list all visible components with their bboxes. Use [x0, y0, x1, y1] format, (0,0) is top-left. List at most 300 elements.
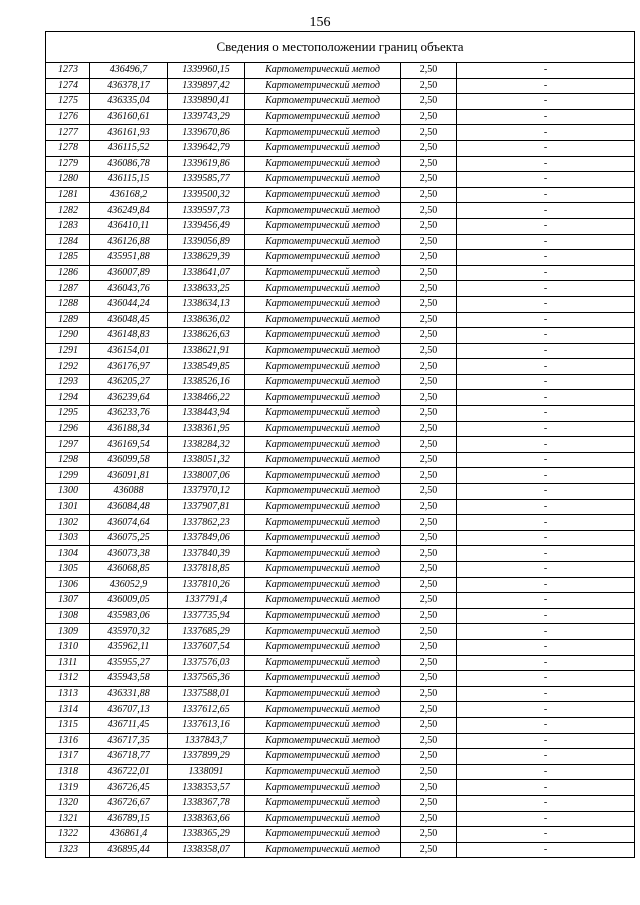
x-coordinate-cell: 435983,06: [90, 608, 168, 624]
x-coordinate-cell: 436378,17: [90, 78, 168, 94]
point-number-cell: 1288: [46, 296, 90, 312]
y-coordinate-cell: 1339743,29: [168, 109, 245, 125]
boundary-coordinates-table: [45, 31, 635, 858]
method-cell: Картометрический метод: [245, 671, 401, 687]
method-cell: Картометрический метод: [245, 686, 401, 702]
error-cell: 2,50: [401, 296, 457, 312]
table-row: [46, 749, 635, 765]
y-coordinate-cell: 1338443,94: [168, 406, 245, 422]
y-coordinate-cell: 1339960,15: [168, 63, 245, 79]
table-row: [46, 281, 635, 297]
x-coordinate-cell: 436075,25: [90, 530, 168, 546]
point-number-cell: 1281: [46, 187, 90, 203]
x-coordinate-cell: 436043,76: [90, 281, 168, 297]
y-coordinate-cell: 1338636,02: [168, 312, 245, 328]
x-coordinate-cell: 436086,78: [90, 156, 168, 172]
description-cell: -: [457, 437, 635, 453]
point-number-cell: 1299: [46, 468, 90, 484]
y-coordinate-cell: 1337810,26: [168, 577, 245, 593]
x-coordinate-cell: 435955,27: [90, 655, 168, 671]
error-cell: 2,50: [401, 749, 457, 765]
error-cell: 2,50: [401, 156, 457, 172]
y-coordinate-cell: 1337612,65: [168, 702, 245, 718]
point-number-cell: 1307: [46, 593, 90, 609]
description-cell: -: [457, 343, 635, 359]
method-cell: Картометрический метод: [245, 577, 401, 593]
y-coordinate-cell: 1339597,73: [168, 203, 245, 219]
error-cell: 2,50: [401, 515, 457, 531]
description-cell: -: [457, 608, 635, 624]
x-coordinate-cell: 436726,67: [90, 795, 168, 811]
table-row: [46, 359, 635, 375]
table-row: [46, 296, 635, 312]
point-number-cell: 1304: [46, 546, 90, 562]
error-cell: 2,50: [401, 452, 457, 468]
x-coordinate-cell: 435951,88: [90, 250, 168, 266]
method-cell: Картометрический метод: [245, 250, 401, 266]
description-cell: -: [457, 562, 635, 578]
table-row: [46, 624, 635, 640]
method-cell: Картометрический метод: [245, 156, 401, 172]
description-cell: -: [457, 639, 635, 655]
method-cell: Картометрический метод: [245, 624, 401, 640]
x-coordinate-cell: 436160,61: [90, 109, 168, 125]
table-row: [46, 390, 635, 406]
y-coordinate-cell: 1337576,03: [168, 655, 245, 671]
table-row: [46, 172, 635, 188]
y-coordinate-cell: 1337899,29: [168, 749, 245, 765]
table-row: [46, 639, 635, 655]
y-coordinate-cell: 1339897,42: [168, 78, 245, 94]
method-cell: Картометрический метод: [245, 312, 401, 328]
y-coordinate-cell: 1337607,54: [168, 639, 245, 655]
table-row: [46, 530, 635, 546]
point-number-cell: 1274: [46, 78, 90, 94]
description-cell: -: [457, 811, 635, 827]
x-coordinate-cell: 436205,27: [90, 374, 168, 390]
point-number-cell: 1280: [46, 172, 90, 188]
method-cell: Картометрический метод: [245, 749, 401, 765]
x-coordinate-cell: 436726,45: [90, 780, 168, 796]
method-cell: Картометрический метод: [245, 374, 401, 390]
x-coordinate-cell: 436099,58: [90, 452, 168, 468]
point-number-cell: 1305: [46, 562, 90, 578]
x-coordinate-cell: 436115,15: [90, 172, 168, 188]
method-cell: Картометрический метод: [245, 203, 401, 219]
table-row: [46, 437, 635, 453]
x-coordinate-cell: 436154,01: [90, 343, 168, 359]
error-cell: 2,50: [401, 218, 457, 234]
error-cell: 2,50: [401, 312, 457, 328]
y-coordinate-cell: 1338641,07: [168, 265, 245, 281]
error-cell: 2,50: [401, 374, 457, 390]
description-cell: -: [457, 140, 635, 156]
point-number-cell: 1312: [46, 671, 90, 687]
y-coordinate-cell: 1339619,86: [168, 156, 245, 172]
method-cell: Картометрический метод: [245, 78, 401, 94]
table-row: [46, 452, 635, 468]
method-cell: Картометрический метод: [245, 593, 401, 609]
description-cell: -: [457, 795, 635, 811]
table-row: [46, 795, 635, 811]
x-coordinate-cell: 436073,38: [90, 546, 168, 562]
point-number-cell: 1306: [46, 577, 90, 593]
description-cell: -: [457, 125, 635, 141]
y-coordinate-cell: 1337735,94: [168, 608, 245, 624]
point-number-cell: 1276: [46, 109, 90, 125]
x-coordinate-cell: 436410,11: [90, 218, 168, 234]
description-cell: -: [457, 577, 635, 593]
x-coordinate-cell: 436161,93: [90, 125, 168, 141]
point-number-cell: 1296: [46, 421, 90, 437]
method-cell: Картометрический метод: [245, 515, 401, 531]
description-cell: -: [457, 421, 635, 437]
x-coordinate-cell: 436188,34: [90, 421, 168, 437]
point-number-cell: 1293: [46, 374, 90, 390]
table-row: [46, 655, 635, 671]
x-coordinate-cell: 436168,2: [90, 187, 168, 203]
point-number-cell: 1321: [46, 811, 90, 827]
error-cell: 2,50: [401, 63, 457, 79]
x-coordinate-cell: 436789,15: [90, 811, 168, 827]
point-number-cell: 1323: [46, 842, 90, 858]
point-number-cell: 1291: [46, 343, 90, 359]
point-number-cell: 1279: [46, 156, 90, 172]
table-body: [46, 63, 635, 858]
description-cell: -: [457, 468, 635, 484]
table-row: [46, 140, 635, 156]
description-cell: -: [457, 78, 635, 94]
method-cell: Картометрический метод: [245, 187, 401, 203]
error-cell: 2,50: [401, 468, 457, 484]
description-cell: -: [457, 296, 635, 312]
x-coordinate-cell: 435962,11: [90, 639, 168, 655]
error-cell: 2,50: [401, 140, 457, 156]
error-cell: 2,50: [401, 234, 457, 250]
description-cell: -: [457, 359, 635, 375]
table-row: [46, 63, 635, 79]
point-number-cell: 1292: [46, 359, 90, 375]
y-coordinate-cell: 1339456,49: [168, 218, 245, 234]
description-cell: -: [457, 203, 635, 219]
error-cell: 2,50: [401, 655, 457, 671]
table-row: [46, 94, 635, 110]
method-cell: Картометрический метод: [245, 733, 401, 749]
y-coordinate-cell: 1338007,06: [168, 468, 245, 484]
y-coordinate-cell: 1337970,12: [168, 484, 245, 500]
description-cell: -: [457, 499, 635, 515]
method-cell: Картометрический метод: [245, 717, 401, 733]
method-cell: Картометрический метод: [245, 140, 401, 156]
error-cell: 2,50: [401, 608, 457, 624]
table-row: [46, 125, 635, 141]
description-cell: -: [457, 593, 635, 609]
method-cell: Картометрический метод: [245, 265, 401, 281]
method-cell: Картометрический метод: [245, 764, 401, 780]
description-cell: -: [457, 406, 635, 422]
point-number-cell: 1283: [46, 218, 90, 234]
point-number-cell: 1311: [46, 655, 90, 671]
method-cell: Картометрический метод: [245, 608, 401, 624]
x-coordinate-cell: 436335,04: [90, 94, 168, 110]
x-coordinate-cell: 436009,05: [90, 593, 168, 609]
y-coordinate-cell: 1338633,25: [168, 281, 245, 297]
table-row: [46, 546, 635, 562]
description-cell: -: [457, 234, 635, 250]
y-coordinate-cell: 1338634,13: [168, 296, 245, 312]
method-cell: Картометрический метод: [245, 109, 401, 125]
method-cell: Картометрический метод: [245, 328, 401, 344]
method-cell: Картометрический метод: [245, 842, 401, 858]
error-cell: 2,50: [401, 172, 457, 188]
description-cell: -: [457, 749, 635, 765]
table-row: [46, 515, 635, 531]
y-coordinate-cell: 1338367,78: [168, 795, 245, 811]
table-row: [46, 265, 635, 281]
page-number: 156: [309, 15, 331, 30]
table-row: [46, 328, 635, 344]
description-cell: -: [457, 484, 635, 500]
point-number-cell: 1320: [46, 795, 90, 811]
point-number-cell: 1298: [46, 452, 90, 468]
y-coordinate-cell: 1337791,4: [168, 593, 245, 609]
error-cell: 2,50: [401, 250, 457, 266]
method-cell: Картометрический метод: [245, 406, 401, 422]
error-cell: 2,50: [401, 499, 457, 515]
description-cell: -: [457, 780, 635, 796]
error-cell: 2,50: [401, 671, 457, 687]
x-coordinate-cell: 436115,52: [90, 140, 168, 156]
description-cell: -: [457, 265, 635, 281]
point-number-cell: 1310: [46, 639, 90, 655]
description-cell: -: [457, 530, 635, 546]
description-cell: -: [457, 764, 635, 780]
error-cell: 2,50: [401, 265, 457, 281]
x-coordinate-cell: 436052,9: [90, 577, 168, 593]
x-coordinate-cell: 436084,48: [90, 499, 168, 515]
description-cell: -: [457, 109, 635, 125]
table-row: [46, 686, 635, 702]
table-row: [46, 499, 635, 515]
y-coordinate-cell: 1339500,32: [168, 187, 245, 203]
error-cell: 2,50: [401, 811, 457, 827]
x-coordinate-cell: 436718,77: [90, 749, 168, 765]
table-row: [46, 156, 635, 172]
table-row: [46, 187, 635, 203]
y-coordinate-cell: 1338526,16: [168, 374, 245, 390]
point-number-cell: 1318: [46, 764, 90, 780]
y-coordinate-cell: 1339642,79: [168, 140, 245, 156]
error-cell: 2,50: [401, 484, 457, 500]
method-cell: Картометрический метод: [245, 811, 401, 827]
error-cell: 2,50: [401, 624, 457, 640]
error-cell: 2,50: [401, 78, 457, 94]
point-number-cell: 1287: [46, 281, 90, 297]
table-row: [46, 484, 635, 500]
error-cell: 2,50: [401, 281, 457, 297]
method-cell: Картометрический метод: [245, 468, 401, 484]
y-coordinate-cell: 1337849,06: [168, 530, 245, 546]
error-cell: 2,50: [401, 639, 457, 655]
table-row: [46, 562, 635, 578]
point-number-cell: 1322: [46, 827, 90, 843]
error-cell: 2,50: [401, 702, 457, 718]
table-row: [46, 717, 635, 733]
x-coordinate-cell: 436048,45: [90, 312, 168, 328]
point-number-cell: 1301: [46, 499, 90, 515]
description-cell: -: [457, 187, 635, 203]
y-coordinate-cell: 1337843,7: [168, 733, 245, 749]
method-cell: Картометрический метод: [245, 359, 401, 375]
point-number-cell: 1282: [46, 203, 90, 219]
point-number-cell: 1285: [46, 250, 90, 266]
point-number-cell: 1275: [46, 94, 90, 110]
method-cell: Картометрический метод: [245, 639, 401, 655]
x-coordinate-cell: 435943,58: [90, 671, 168, 687]
y-coordinate-cell: 1337685,29: [168, 624, 245, 640]
y-coordinate-cell: 1338365,29: [168, 827, 245, 843]
method-cell: Картометрический метод: [245, 499, 401, 515]
method-cell: Картометрический метод: [245, 94, 401, 110]
method-cell: Картометрический метод: [245, 562, 401, 578]
error-cell: 2,50: [401, 717, 457, 733]
error-cell: 2,50: [401, 577, 457, 593]
y-coordinate-cell: 1338466,22: [168, 390, 245, 406]
description-cell: -: [457, 515, 635, 531]
method-cell: Картометрический метод: [245, 827, 401, 843]
y-coordinate-cell: 1339670,86: [168, 125, 245, 141]
description-cell: -: [457, 94, 635, 110]
table-row: [46, 468, 635, 484]
point-number-cell: 1286: [46, 265, 90, 281]
point-number-cell: 1316: [46, 733, 90, 749]
y-coordinate-cell: 1338361,95: [168, 421, 245, 437]
point-number-cell: 1309: [46, 624, 90, 640]
y-coordinate-cell: 1339585,77: [168, 172, 245, 188]
y-coordinate-cell: 1339890,41: [168, 94, 245, 110]
description-cell: -: [457, 546, 635, 562]
y-coordinate-cell: 1338549,85: [168, 359, 245, 375]
y-coordinate-cell: 1338629,39: [168, 250, 245, 266]
y-coordinate-cell: 1338284,32: [168, 437, 245, 453]
error-cell: 2,50: [401, 842, 457, 858]
table-row: [46, 234, 635, 250]
method-cell: Картометрический метод: [245, 655, 401, 671]
description-cell: -: [457, 312, 635, 328]
y-coordinate-cell: 1337862,23: [168, 515, 245, 531]
description-cell: -: [457, 827, 635, 843]
description-cell: -: [457, 624, 635, 640]
table-row: [46, 421, 635, 437]
y-coordinate-cell: 1338353,57: [168, 780, 245, 796]
method-cell: Картометрический метод: [245, 702, 401, 718]
x-coordinate-cell: 436496,7: [90, 63, 168, 79]
error-cell: 2,50: [401, 328, 457, 344]
table-row: [46, 827, 635, 843]
error-cell: 2,50: [401, 546, 457, 562]
table-row: [46, 312, 635, 328]
table-row: [46, 780, 635, 796]
table-row: [46, 811, 635, 827]
x-coordinate-cell: 436861,4: [90, 827, 168, 843]
y-coordinate-cell: 1338626,63: [168, 328, 245, 344]
table-row: [46, 593, 635, 609]
description-cell: -: [457, 281, 635, 297]
x-coordinate-cell: 436169,54: [90, 437, 168, 453]
point-number-cell: 1303: [46, 530, 90, 546]
x-coordinate-cell: 436249,84: [90, 203, 168, 219]
x-coordinate-cell: 436717,35: [90, 733, 168, 749]
error-cell: 2,50: [401, 437, 457, 453]
x-coordinate-cell: 436088: [90, 484, 168, 500]
method-cell: Картометрический метод: [245, 343, 401, 359]
error-cell: 2,50: [401, 406, 457, 422]
table-row: [46, 109, 635, 125]
method-cell: Картометрический метод: [245, 172, 401, 188]
point-number-cell: 1317: [46, 749, 90, 765]
point-number-cell: 1297: [46, 437, 90, 453]
description-cell: -: [457, 156, 635, 172]
description-cell: -: [457, 452, 635, 468]
method-cell: Картометрический метод: [245, 390, 401, 406]
method-cell: Картометрический метод: [245, 421, 401, 437]
description-cell: -: [457, 172, 635, 188]
description-cell: -: [457, 390, 635, 406]
error-cell: 2,50: [401, 764, 457, 780]
method-cell: Картометрический метод: [245, 218, 401, 234]
description-cell: -: [457, 671, 635, 687]
description-cell: -: [457, 374, 635, 390]
point-number-cell: 1294: [46, 390, 90, 406]
error-cell: 2,50: [401, 780, 457, 796]
method-cell: Картометрический метод: [245, 125, 401, 141]
table-row: [46, 343, 635, 359]
point-number-cell: 1295: [46, 406, 90, 422]
error-cell: 2,50: [401, 109, 457, 125]
error-cell: 2,50: [401, 593, 457, 609]
table-row: [46, 374, 635, 390]
x-coordinate-cell: 436707,13: [90, 702, 168, 718]
error-cell: 2,50: [401, 530, 457, 546]
description-cell: -: [457, 250, 635, 266]
table-row: [46, 702, 635, 718]
y-coordinate-cell: 1338091: [168, 764, 245, 780]
x-coordinate-cell: 436074,64: [90, 515, 168, 531]
table-row: [46, 608, 635, 624]
error-cell: 2,50: [401, 125, 457, 141]
y-coordinate-cell: 1337565,36: [168, 671, 245, 687]
method-cell: Картометрический метод: [245, 63, 401, 79]
x-coordinate-cell: 436148,83: [90, 328, 168, 344]
description-cell: -: [457, 702, 635, 718]
x-coordinate-cell: 436176,97: [90, 359, 168, 375]
error-cell: 2,50: [401, 203, 457, 219]
x-coordinate-cell: 436711,45: [90, 717, 168, 733]
method-cell: Картометрический метод: [245, 484, 401, 500]
point-number-cell: 1300: [46, 484, 90, 500]
point-number-cell: 1314: [46, 702, 90, 718]
point-number-cell: 1313: [46, 686, 90, 702]
y-coordinate-cell: 1338358,07: [168, 842, 245, 858]
y-coordinate-cell: 1339056,89: [168, 234, 245, 250]
description-cell: -: [457, 842, 635, 858]
error-cell: 2,50: [401, 733, 457, 749]
error-cell: 2,50: [401, 686, 457, 702]
y-coordinate-cell: 1338363,66: [168, 811, 245, 827]
method-cell: Картометрический метод: [245, 530, 401, 546]
error-cell: 2,50: [401, 827, 457, 843]
error-cell: 2,50: [401, 94, 457, 110]
